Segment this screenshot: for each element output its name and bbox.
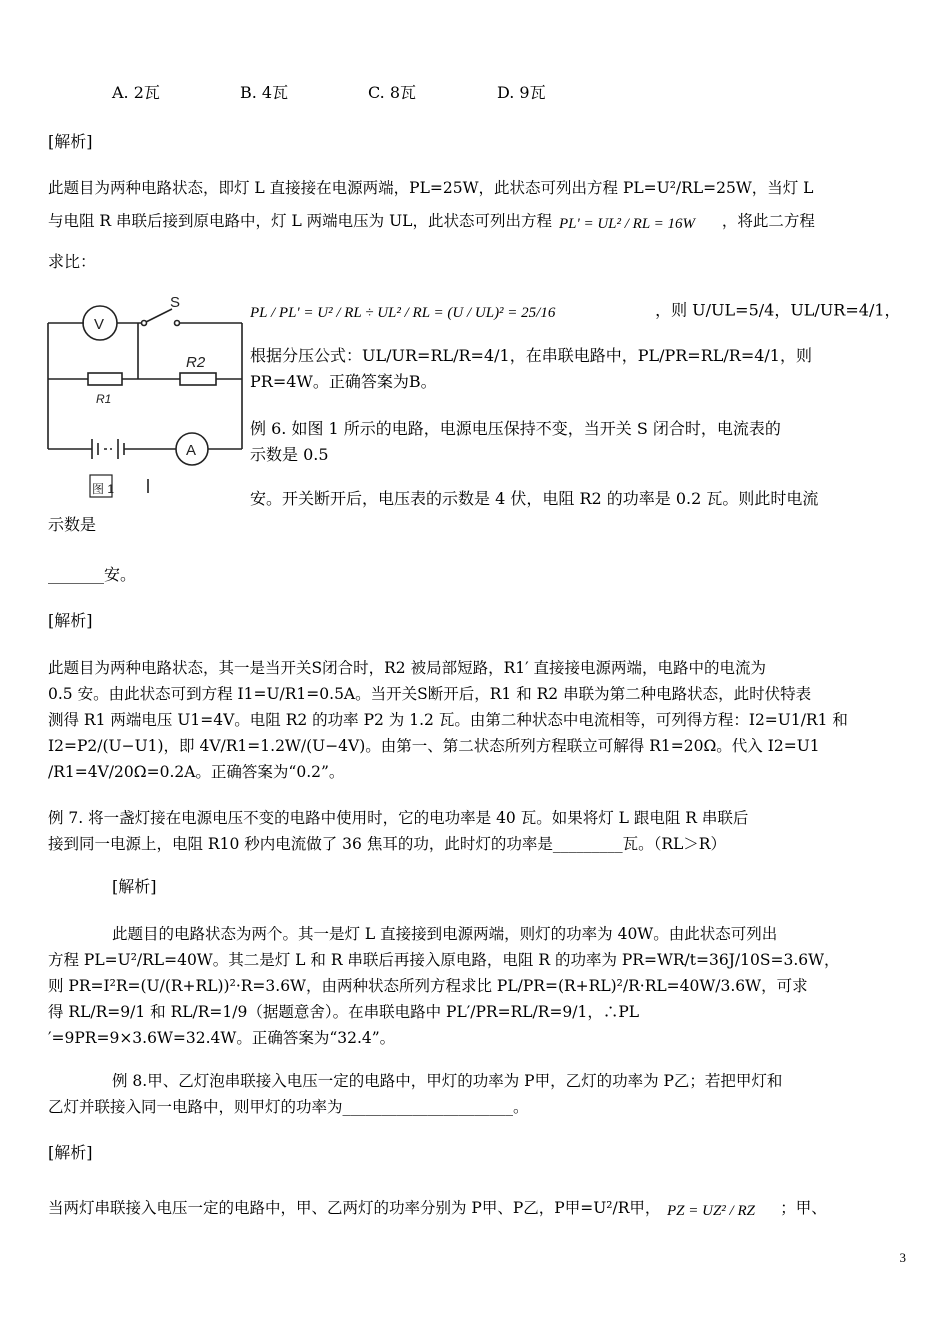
- r2-label: R2: [186, 354, 206, 371]
- svg-text:PZ = UZ² / RZ: PZ = UZ² / RZ: [667, 1203, 756, 1219]
- option-b: B. 4瓦: [240, 83, 289, 102]
- paragraph-line: I2=P2/(U−U1)，即 4V/R1=1.2W/(U−4V)。由第一、第二状态所列方程联立可解得 R1=20Ω。代入 I2=U1: [48, 737, 820, 755]
- paragraph-line: 0.5 安。由此状态可到方程 I1=U/R1=0.5A。当开关S断开后，R1 和 R2 串联为第二种电路状态，此时伏特表: [48, 685, 812, 703]
- analysis-heading: [解析]: [48, 1143, 93, 1162]
- switch-label: S: [170, 294, 181, 311]
- paragraph-line: 根据分压公式：UL/UR=RL/R=4/1，在串联电路中，PL/PR=RL/R=4/1，则: [250, 346, 812, 365]
- paragraph-line: 方程 PL=U²/RL=40W。其二是灯 L 和 R 串联后再接入原电路，电阻 R 的功率为 PR=WR/t=36J/10S=3.6W，: [48, 951, 840, 969]
- analysis-heading: [解析]: [48, 611, 93, 630]
- paragraph-line: 此题目为两种电路状态，即灯 L 直接接在电源两端，PL=25W，此状态可列出方程 PL=U²/RL=25W，当灯 L: [48, 179, 814, 197]
- paragraph-line: 此题目为两种电路状态，其一是当开关S闭合时，R2 被局部短路，R1′ 直接接电源两端，电路中的电流为: [48, 659, 767, 677]
- paragraph-line: 测得 R1 两端电压 U1=4V。电阻 R2 的功率 P2 为 1.2 瓦。由第二种状态中电流相等，可列得方程：I2=U1/R1 和: [48, 711, 848, 729]
- example-6: 示数是: [48, 515, 97, 534]
- option-c: C. 8瓦: [368, 83, 417, 102]
- paragraph-line: 则 PR=I²R=(U/(R+RL))²·R=3.6W，由两种状态所列方程求比 PL/PR=(R+RL)²/R·RL=40W/3.6W，可求: [48, 977, 808, 995]
- paragraph-line: 求比：: [48, 252, 97, 271]
- example-6: _______安。: [48, 565, 137, 584]
- paragraph-line: 此题目的电路状态为两个。其一是灯 L 直接接到电源两端，则灯的功率为 40W。由此状态可列出: [112, 925, 778, 943]
- example-8: 例 8.甲、乙灯泡串联接入电压一定的电路中，甲灯的功率为 P甲，乙灯的功率为 P乙；若把甲灯和: [112, 1072, 783, 1090]
- paragraph-line: PR=4W。正确答案为B。: [250, 372, 437, 391]
- ammeter-label: A: [186, 442, 197, 459]
- analysis-heading: [解析]: [112, 877, 157, 896]
- paragraph-line: /R1=4V/20Ω=0.2A。正确答案为“0.2”。: [48, 763, 345, 781]
- paragraph-line: 当两灯串联接入电压一定的电路中，甲、乙两灯的功率分别为 P甲、P乙，P甲=U²/R甲， PZ = UZ² / RZ ；甲、: [48, 1196, 827, 1222]
- svg-text:PL / PL' = U² / RL ÷ UL² / RL: PL / PL' = U² / RL ÷ UL² / RL = (U / UL)² = 25/16: [250, 305, 556, 321]
- example-7: 接到同一电源上，电阻 R10 秒内电流做了 36 焦耳的功，此时灯的功率是_________瓦。（RL＞R）: [48, 835, 726, 853]
- example-6: 安。开关断开后，电压表的示数是 4 伏，电阻 R2 的功率是 0.2 瓦。则此时电流: [250, 489, 819, 508]
- option-d: D. 9瓦: [497, 83, 546, 102]
- voltmeter-label: V: [94, 316, 105, 333]
- example-7: 例 7. 将一盏灯接在电源电压不变的电路中使用时，它的电功率是 40 瓦。如果将灯 L 跟电阻 R 串联后: [48, 809, 749, 827]
- option-a: A. 2瓦: [112, 83, 160, 102]
- page-number: 3: [899, 1250, 906, 1265]
- r1-label: R1: [96, 392, 112, 406]
- paragraph-line: 与电阻 R 串联后接到原电路中，灯 L 两端电压为 UL，此状态可列出方程 PL' = UL² / RL = 16W ，将此二方程: [48, 212, 815, 232]
- formula-line: PL / PL' = U² / RL ÷ UL² / RL = (U / UL)² = 25/16 ，则 U/UL=5/4，UL/UR=4/1，: [250, 298, 901, 324]
- figure-caption: 图 1: [92, 482, 115, 496]
- paragraph-line: 得 RL/R=9/1 和 RL/R=1/9（据题意舍）。在串联电路中 PL′/PR=RL/R=9/1，∴PL: [48, 1003, 640, 1021]
- example-6: 例 6. 如图 1 所示的电路，电源电压保持不变，当开关 S 闭合时，电流表的: [250, 419, 781, 438]
- example-6: 示数是 0.5: [250, 445, 329, 464]
- formula-p-yi: [665, 1196, 775, 1222]
- formula-pl-prime: [557, 210, 717, 234]
- formula-ratio: [250, 298, 650, 324]
- paragraph-line: ′=9PR=9×3.6W=32.4W。正确答案为“32.4”。: [48, 1029, 396, 1047]
- circuit-diagram: [44, 293, 249, 503]
- analysis-heading: [解析]: [48, 132, 93, 151]
- example-8: 乙灯并联接入同一电路中，则甲灯的功率为______________________。: [48, 1098, 529, 1116]
- svg-text:PL' = UL² / RL = 16W: PL' = UL² / RL = 16W: [558, 216, 695, 232]
